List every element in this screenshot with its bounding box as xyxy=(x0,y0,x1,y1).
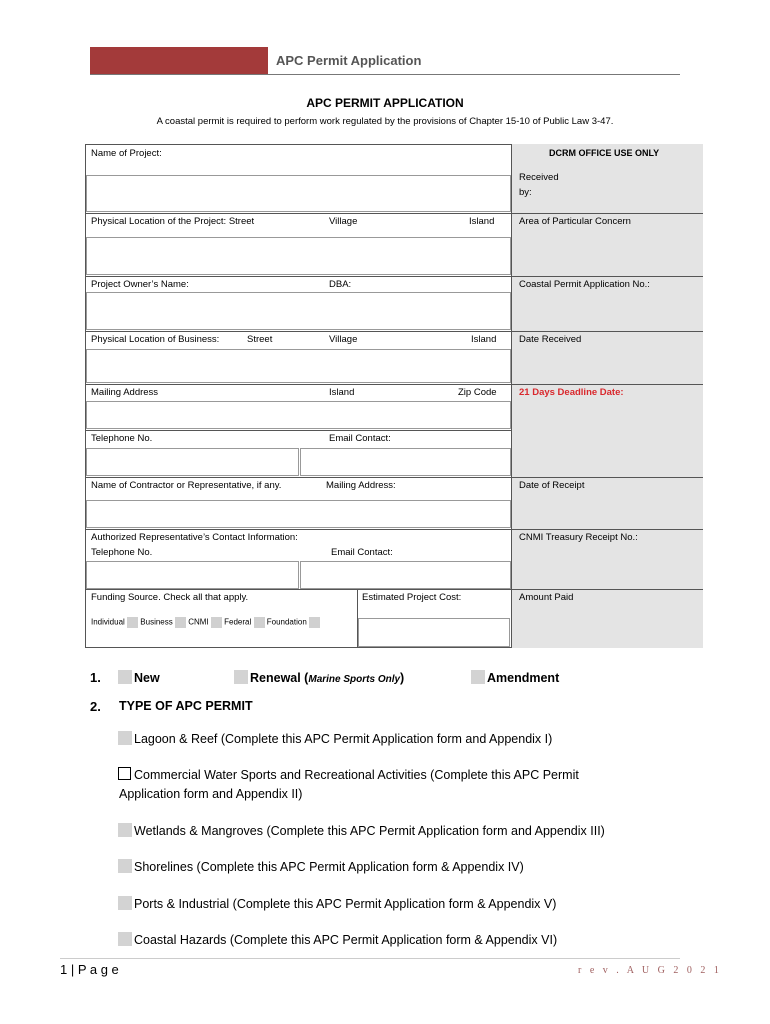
estimated-cost-label: Estimated Project Cost: xyxy=(362,592,462,603)
wetlands-checkbox[interactable] xyxy=(118,823,132,837)
ports-checkbox[interactable] xyxy=(118,896,132,910)
mailing-address-label: Mailing Address: xyxy=(326,480,396,491)
renewal-checkbox[interactable] xyxy=(234,670,248,684)
new-checkbox[interactable] xyxy=(118,670,132,684)
funding-option-cnmi: CNMI xyxy=(188,617,209,627)
dba-label: DBA: xyxy=(329,279,352,290)
office-divider xyxy=(511,384,703,385)
island-label: Island xyxy=(471,334,497,345)
new-option[interactable] xyxy=(118,670,160,685)
amendment-label: Amendment xyxy=(487,671,560,685)
rep-email-field[interactable] xyxy=(300,561,511,589)
foundation-checkbox[interactable] xyxy=(309,617,320,628)
project-location-field[interactable] xyxy=(86,237,511,275)
mailing-address-label: Mailing Address xyxy=(91,387,159,398)
street-label: Street xyxy=(247,334,273,345)
page-subtitle: A coastal permit is required to perform work regulated by the provisions of Chapter 15-10 of Public Law 3-47. xyxy=(156,116,614,127)
page-title: APC PERMIT APPLICATION xyxy=(306,96,464,110)
permit-option-shorelines[interactable] xyxy=(118,859,524,874)
deadline-label: 21 Days Deadline Date: xyxy=(519,387,624,398)
cnmi-checkbox[interactable] xyxy=(211,617,222,628)
project-location-label: Physical Location of the Project: Street xyxy=(91,216,255,227)
page-number: 1 | P a g e xyxy=(60,962,119,977)
zip-code-label: Zip Code xyxy=(458,387,497,398)
shorelines-checkbox[interactable] xyxy=(118,859,132,873)
header-rule xyxy=(90,74,680,75)
hazards-checkbox[interactable] xyxy=(118,932,132,946)
revision-label: r e v . A U G 2 0 2 1 xyxy=(578,965,722,976)
email-label: Email Contact: xyxy=(331,547,393,558)
funding-option-business: Business xyxy=(140,617,173,627)
renewal-option[interactable] xyxy=(234,670,404,685)
owner-name-field[interactable] xyxy=(86,292,511,330)
row-divider xyxy=(85,477,511,478)
renewal-close: ) xyxy=(400,671,405,685)
lagoon-checkbox[interactable] xyxy=(118,731,132,745)
wetlands-label: Wetlands & Mangroves (Complete this APC Permit Application form and Appendix III) xyxy=(134,824,605,838)
commercial-label-cont: Application form and Appendix II) xyxy=(119,787,303,801)
funding-option-foundation: Foundation xyxy=(266,617,307,627)
email-label: Email Contact: xyxy=(329,433,391,444)
section-1-number: 1. xyxy=(90,670,101,685)
renewal-label: Renewal ( xyxy=(250,671,309,685)
treasury-receipt-label: CNMI Treasury Receipt No.: xyxy=(519,532,638,543)
permit-type-heading: TYPE OF APC PERMIT xyxy=(119,699,253,713)
header-title: APC Permit Application xyxy=(276,53,422,68)
apc-label: Area of Particular Concern xyxy=(519,216,631,227)
new-label: New xyxy=(134,671,160,685)
name-of-project-label: Name of Project: xyxy=(91,148,162,159)
village-label: Village xyxy=(329,334,358,345)
row-divider xyxy=(85,213,511,214)
funding-options xyxy=(91,617,320,628)
amount-paid-label: Amount Paid xyxy=(519,592,574,603)
office-divider xyxy=(511,276,703,277)
date-of-receipt-label: Date of Receipt xyxy=(519,480,585,491)
row-divider xyxy=(85,384,511,385)
office-divider xyxy=(511,331,703,332)
row-divider xyxy=(85,331,511,332)
island-label: Island xyxy=(469,216,495,227)
shorelines-label: Shorelines (Complete this APC Permit Application form & Appendix IV) xyxy=(134,860,524,874)
ports-label: Ports & Industrial (Complete this APC Permit Application form & Appendix V) xyxy=(134,897,557,911)
project-name-field[interactable] xyxy=(86,175,511,212)
office-divider xyxy=(511,477,703,478)
application-no-label: Coastal Permit Application No.: xyxy=(519,279,650,290)
funding-label: Funding Source. Check all that apply. xyxy=(91,592,249,603)
commercial-label: Commercial Water Sports and Recreational Activities (Complete this APC Permit xyxy=(134,768,579,782)
federal-checkbox[interactable] xyxy=(254,617,265,628)
rep-telephone-field[interactable] xyxy=(86,561,299,589)
telephone-label: Telephone No. xyxy=(91,433,153,444)
contractor-label: Name of Contractor or Representative, if any. xyxy=(91,480,282,491)
individual-checkbox[interactable] xyxy=(127,617,138,628)
commercial-checkbox[interactable] xyxy=(118,767,131,780)
row-divider xyxy=(85,529,511,530)
received-label: Received xyxy=(519,172,559,183)
permit-option-wetlands[interactable] xyxy=(118,823,605,838)
row-divider xyxy=(85,430,511,431)
permit-option-hazards[interactable] xyxy=(118,932,557,947)
footer-rule xyxy=(60,958,680,959)
header-band xyxy=(90,47,268,75)
business-checkbox[interactable] xyxy=(175,617,186,628)
village-label: Village xyxy=(329,216,358,227)
auth-rep-label: Authorized Representative’s Contact Information: xyxy=(91,532,298,543)
renewal-note: Marine Sports Only xyxy=(308,674,401,685)
permit-option-commercial[interactable] xyxy=(118,767,579,782)
telephone-label: Telephone No. xyxy=(91,547,153,558)
permit-option-lagoon[interactable] xyxy=(118,731,552,746)
mailing-address-field[interactable] xyxy=(86,401,511,429)
section-2-number: 2. xyxy=(90,699,101,714)
telephone-field[interactable] xyxy=(86,448,299,476)
island-label: Island xyxy=(329,387,355,398)
received-by-label: by: xyxy=(519,187,532,198)
funding-option-federal: Federal xyxy=(224,617,252,627)
owner-name-label: Project Owner’s Name: xyxy=(91,279,189,290)
row-divider xyxy=(85,589,511,590)
office-divider xyxy=(511,529,703,530)
permit-option-ports[interactable] xyxy=(118,896,556,911)
date-received-label: Date Received xyxy=(519,334,582,345)
contractor-field[interactable] xyxy=(86,500,511,528)
email-field[interactable] xyxy=(300,448,511,476)
row-divider xyxy=(85,276,511,277)
office-divider xyxy=(511,589,703,590)
funding-option-individual: Individual xyxy=(91,617,125,627)
business-location-label: Physical Location of Business: xyxy=(91,334,220,345)
hazards-label: Coastal Hazards (Complete this APC Permit Application form & Appendix VI) xyxy=(134,933,558,947)
business-location-field[interactable] xyxy=(86,349,511,383)
amendment-checkbox[interactable] xyxy=(471,670,485,684)
office-divider xyxy=(511,213,703,214)
office-use-heading: DCRM OFFICE USE ONLY xyxy=(549,148,660,158)
amendment-option[interactable] xyxy=(471,670,559,685)
estimated-cost-field[interactable] xyxy=(358,618,510,647)
lagoon-label: Lagoon & Reef (Complete this APC Permit Application form and Appendix I) xyxy=(134,732,553,746)
